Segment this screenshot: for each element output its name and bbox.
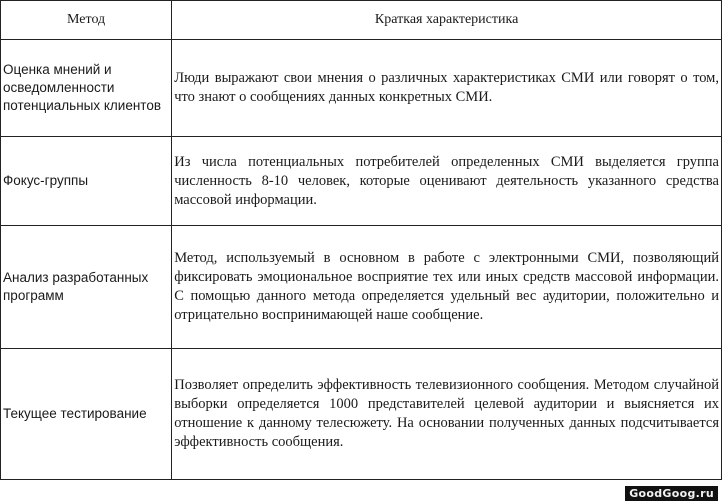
method-cell: Текущее тестирование (1, 349, 172, 480)
header-method: Метод (1, 1, 172, 40)
watermark-bar (0, 486, 722, 502)
method-cell: Фокус-группы (1, 137, 172, 226)
table-row (1, 40, 722, 137)
description-cell: Метод, используемый в основном в работе с электронными СМИ, позволяющий фиксировать эмоциональное восприятие тех или иных средств массовой информации. С помощью данного метода определяется удельный вес аудитории, положительно и отрицательно воспринимающей наше сообщение. (172, 226, 722, 349)
description-cell: Из числа потенциальных потребителей определенных СМИ выделяется группа численность 8-10 человек, которые оценивают деятельность указанного средства массовой информации. (172, 137, 722, 226)
table-row (1, 349, 722, 480)
header-description: Краткая характеристика (172, 1, 722, 40)
table-row (1, 137, 722, 226)
table-header-row (1, 1, 722, 40)
method-cell: Анализ разработанных программ (1, 226, 172, 349)
description-cell: Люди выражают свои мнения о различных характеристиках СМИ или говорят о том, что знают о сообщениях данных конкретных СМИ. (172, 40, 722, 137)
method-cell: Оценка мнений и осведомленности потенциальных клиентов (1, 40, 172, 137)
table-row (1, 226, 722, 349)
description-cell: Позволяет определить эффективность телевизионного сообщения. Методом случайной выборки определяется 1000 представителей целевой аудитории и выясняется их отношение к данному телесюжету. На основании полученных данных подсчитывается эффективность сообщения. (172, 349, 722, 480)
watermark: GoodGoog.ru (625, 486, 718, 501)
